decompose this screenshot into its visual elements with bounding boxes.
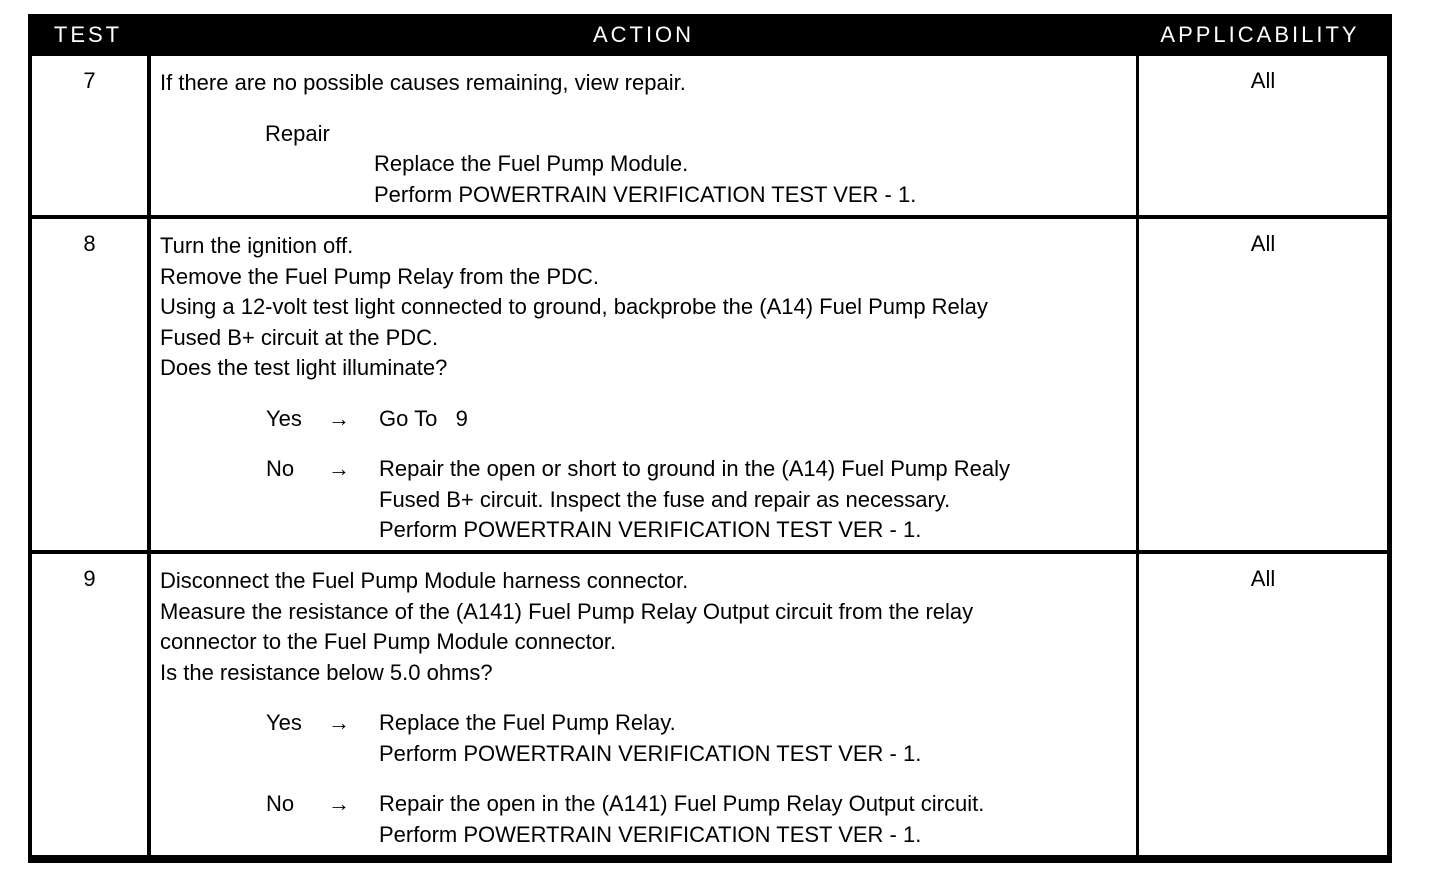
no-label: No: [266, 791, 295, 816]
action-line: Is the resistance below 5.0 ohms?: [160, 659, 493, 685]
no-line: Perform POWERTRAIN VERIFICATION TEST VER - 1.: [379, 821, 922, 847]
repair-label: Repair: [265, 120, 330, 146]
action-line: Using a 12-volt test light connected to ground, backprobe the (A14) Fuel Pump Relay: [160, 294, 988, 319]
yes-label: Yes: [266, 710, 302, 735]
test-number-8: 8: [32, 219, 147, 550]
no-line: Fused B+ circuit. Inspect the fuse and repair as necessary.: [379, 486, 951, 512]
no-response: [160, 454, 1136, 485]
applicability-9: All: [1139, 554, 1387, 855]
yes-line: Replace the Fuel Pump Relay.: [379, 710, 676, 735]
action-line: connector to the Fuel Pump Module connector.: [160, 629, 617, 654]
applicability-8: All: [1139, 219, 1387, 550]
yes-line: Go To 9: [379, 405, 468, 431]
no-label: No: [266, 456, 295, 481]
header-applicability: APPLICABILITY: [1160, 22, 1360, 47]
yes-response: [160, 708, 1136, 739]
no-line: Repair the open in the (A141) Fuel Pump Relay Output circuit.: [379, 791, 985, 816]
yes-response: [160, 404, 1136, 435]
no-response: [160, 789, 1136, 820]
action-line: Remove the Fuel Pump Relay from the PDC.: [160, 263, 599, 289]
header-action: ACTION: [592, 22, 695, 47]
repair-line: Replace the Fuel Pump Module.: [374, 151, 689, 176]
diagnostic-test-table: [28, 14, 1392, 863]
action-line: Fused B+ circuit at the PDC.: [160, 324, 439, 350]
no-line: Perform POWERTRAIN VERIFICATION TEST VER - 1.: [379, 517, 922, 542]
action-line: If there are no possible causes remaining, view repair.: [160, 70, 686, 95]
action-line: Disconnect the Fuel Pump Module harness connector.: [160, 568, 689, 593]
yes-label: Yes: [266, 405, 302, 431]
header-test: TEST: [53, 22, 123, 47]
arrow-right-icon: →: [328, 456, 350, 481]
arrow-right-icon: →: [328, 791, 350, 816]
test-number-7: 7: [32, 56, 147, 215]
action-cell-8: [151, 219, 1136, 550]
action-line: Turn the ignition off.: [160, 233, 354, 258]
action-line: Measure the resistance of the (A141) Fuel Pump Relay Output circuit from the relay: [160, 598, 974, 624]
applicability-7: All: [1139, 56, 1387, 215]
action-cell-9: [151, 554, 1136, 855]
arrow-right-icon: →: [328, 710, 350, 735]
action-line: Does the test light illuminate?: [160, 355, 448, 380]
test-number-9: 9: [32, 554, 147, 855]
repair-line: Perform POWERTRAIN VERIFICATION TEST VER - 1.: [374, 181, 917, 207]
yes-line: Perform POWERTRAIN VERIFICATION TEST VER - 1.: [379, 740, 922, 766]
action-cell-7: [151, 56, 1136, 215]
arrow-right-icon: →: [328, 405, 350, 431]
no-line: Repair the open or short to ground in the (A14) Fuel Pump Realy: [379, 456, 1011, 481]
